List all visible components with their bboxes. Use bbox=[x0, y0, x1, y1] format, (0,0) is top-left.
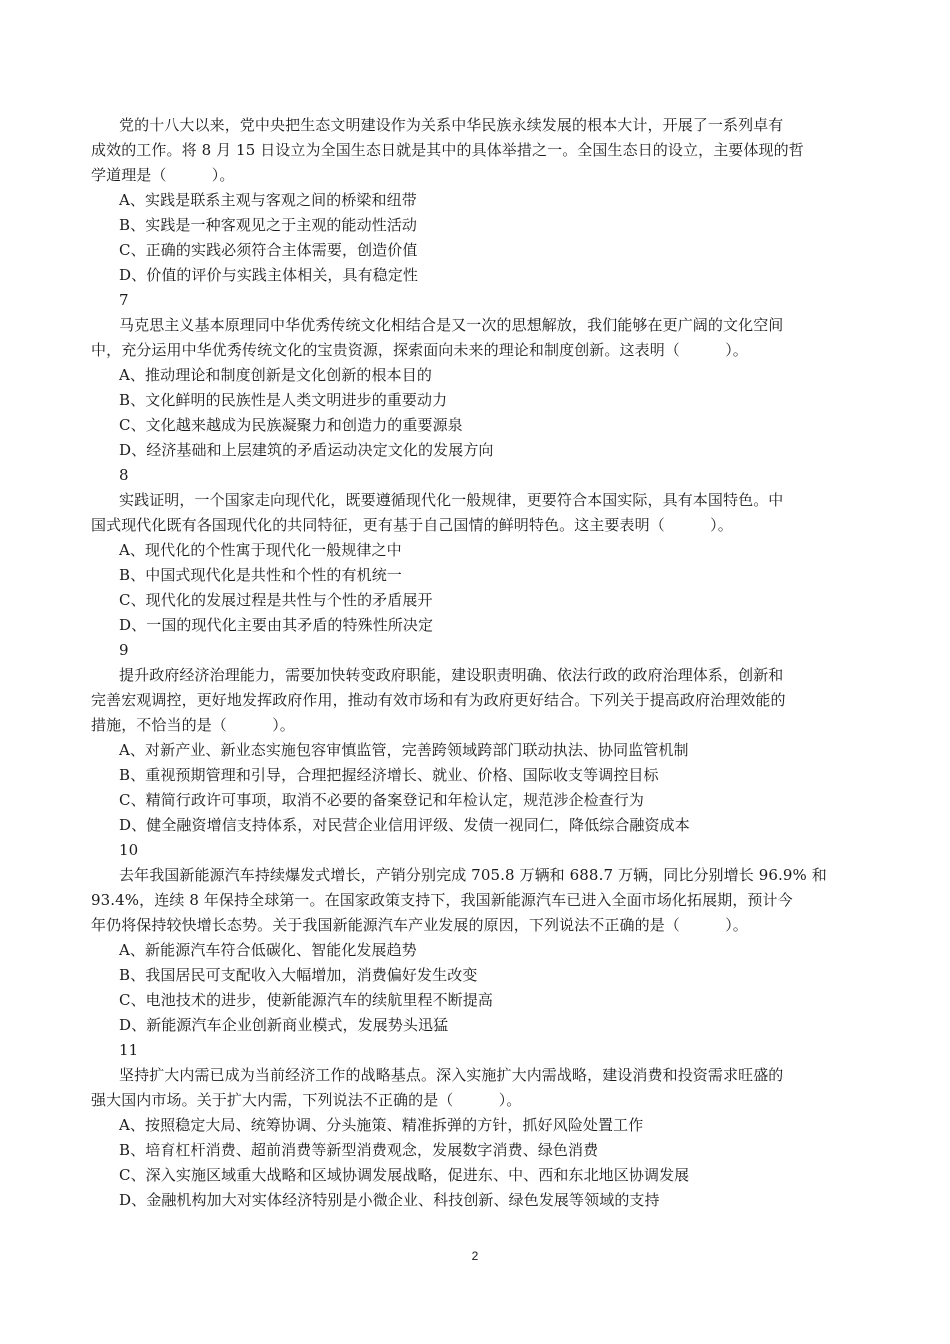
question-stem-line: 强大国内市场。关于扩大内需，下列说法不正确的是（ ）。 bbox=[91, 1091, 522, 1109]
question-stem-line: 党的十八大以来，党中央把生态文明建设作为关系中华民族永续发展的根本大计，开展了一系列卓有 bbox=[119, 116, 784, 134]
option-b: B、实践是一种客观见之于主观的能动性活动 bbox=[119, 216, 418, 234]
page-number: 2 bbox=[471, 1249, 479, 1263]
question-stem-line: 马克思主义基本原理同中华优秀传统文化相结合是又一次的思想解放，我们能够在更广阔的文化空间 bbox=[119, 316, 784, 334]
option-c: C、精简行政许可事项，取消不必要的备案登记和年检认定，规范涉企检查行为 bbox=[119, 791, 644, 809]
question-block bbox=[91, 113, 861, 288]
question-number: 8 bbox=[119, 466, 129, 484]
question-block bbox=[91, 1038, 861, 1213]
option-b: B、文化鲜明的民族性是人类文明进步的重要动力 bbox=[119, 391, 448, 409]
question-stem-line: 措施，不恰当的是（ ）。 bbox=[91, 716, 295, 734]
option-d: D、一国的现代化主要由其矛盾的特殊性所决定 bbox=[119, 616, 434, 634]
option-c: C、现代化的发展过程是共性与个性的矛盾展开 bbox=[119, 591, 433, 609]
question-stem-line: 完善宏观调控，更好地发挥政府作用，推动有效市场和有为政府更好结合。下列关于提高政府治理效能的 bbox=[91, 691, 786, 709]
question-stem-line: 学道理是（ ）。 bbox=[91, 166, 235, 184]
option-a: A、现代化的个性寓于现代化一般规律之中 bbox=[119, 541, 402, 559]
option-a: A、对新产业、新业态实施包容审慎监管，完善跨领域跨部门联动执法、协同监管机制 bbox=[119, 741, 689, 759]
option-a: A、按照稳定大局、统筹协调、分头施策、精准拆弹的方针，抓好风险处置工作 bbox=[119, 1116, 644, 1134]
question-stem-line: 成效的工作。将 8 月 15 日设立为全国生态日就是其中的具体举措之一。全国生态日的设立，主要体现的哲 bbox=[91, 141, 804, 159]
option-a: A、新能源汽车符合低碳化、智能化发展趋势 bbox=[119, 941, 417, 959]
question-number: 10 bbox=[119, 841, 139, 859]
question-stem-line: 国式现代化既有各国现代化的共同特征，更有基于自己国情的鲜明特色。这主要表明（ ）。 bbox=[91, 516, 733, 534]
question-stem-line: 年仍将保持较快增长态势。关于我国新能源汽车产业发展的原因，下列说法不正确的是（ ）。 bbox=[91, 916, 748, 934]
question-stem-line: 去年我国新能源汽车持续爆发式增长，产销分别完成 705.8 万辆和 688.7 万辆，同比分别增长 96.9% 和 bbox=[119, 866, 827, 884]
option-d: D、新能源汽车企业创新商业模式，发展势头迅猛 bbox=[119, 1016, 449, 1034]
option-a: A、推动理论和制度创新是文化创新的根本目的 bbox=[119, 366, 432, 384]
option-d: D、健全融资增信支持体系，对民营企业信用评级、发债一视同仁，降低综合融资成本 bbox=[119, 816, 690, 834]
option-c: C、文化越来越成为民族凝聚力和创造力的重要源泉 bbox=[119, 416, 463, 434]
question-block bbox=[91, 638, 861, 838]
question-block bbox=[91, 288, 861, 463]
question-stem-line: 坚持扩大内需已成为当前经济工作的战略基点。深入实施扩大内需战略，建设消费和投资需求旺盛的 bbox=[119, 1066, 784, 1084]
option-b: B、我国居民可支配收入大幅增加，消费偏好发生改变 bbox=[119, 966, 478, 984]
option-c: C、深入实施区域重大战略和区域协调发展战略，促进东、中、西和东北地区协调发展 bbox=[119, 1166, 690, 1184]
question-stem-line: 实践证明，一个国家走向现代化，既要遵循现代化一般规律，更要符合本国实际，具有本国特色。中 bbox=[119, 491, 784, 509]
question-number: 9 bbox=[119, 641, 129, 659]
question-stem-line: 93.4%，连续 8 年保持全球第一。在国家政策支持下，我国新能源汽车已进入全面市场化拓展期，预计今 bbox=[91, 891, 793, 909]
question-list bbox=[91, 113, 861, 1213]
question-block bbox=[91, 463, 861, 638]
option-c: C、电池技术的进步，使新能源汽车的续航里程不断提高 bbox=[119, 991, 493, 1009]
question-block bbox=[91, 838, 861, 1038]
option-b: B、重视预期管理和引导，合理把握经济增长、就业、价格、国际收支等调控目标 bbox=[119, 766, 659, 784]
question-stem-line: 中，充分运用中华优秀传统文化的宝贵资源，探索面向未来的理论和制度创新。这表明（ ）。 bbox=[91, 341, 748, 359]
option-a: A、实践是联系主观与客观之间的桥梁和纽带 bbox=[119, 191, 417, 209]
question-number: 7 bbox=[119, 291, 129, 309]
question-number: 11 bbox=[119, 1041, 139, 1059]
option-d: D、经济基础和上层建筑的矛盾运动决定文化的发展方向 bbox=[119, 441, 494, 459]
option-c: C、正确的实践必须符合主体需要，创造价值 bbox=[119, 241, 418, 259]
option-b: B、中国式现代化是共性和个性的有机统一 bbox=[119, 566, 402, 584]
option-b: B、培育杠杆消费、超前消费等新型消费观念，发展数字消费、绿色消费 bbox=[119, 1141, 599, 1159]
question-stem-line: 提升政府经济治理能力，需要加快转变政府职能，建设职责明确、依法行政的政府治理体系，创新和 bbox=[119, 666, 784, 684]
option-d: D、金融机构加大对实体经济特别是小微企业、科技创新、绿色发展等领域的支持 bbox=[119, 1191, 660, 1209]
option-d: D、价值的评价与实践主体相关，具有稳定性 bbox=[119, 266, 419, 284]
